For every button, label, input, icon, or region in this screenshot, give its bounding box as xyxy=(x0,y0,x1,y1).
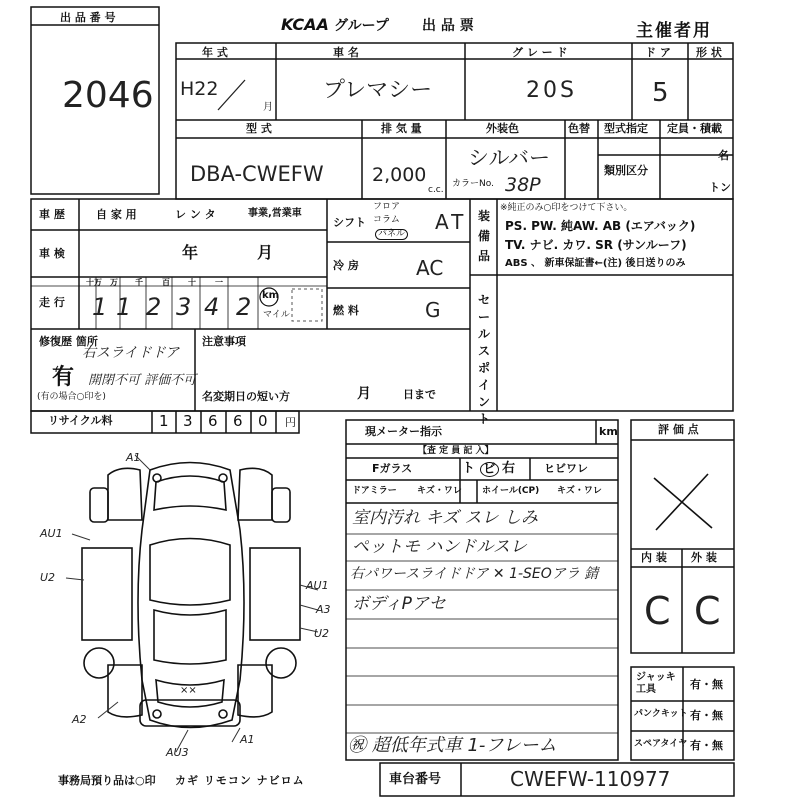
wheel-option: キズ・ワレ xyxy=(557,486,602,496)
mark-left-rear: A2 xyxy=(72,713,87,726)
interior-grade: C xyxy=(644,589,671,633)
spare-yes-no: 有・無 xyxy=(690,739,723,752)
repair-note: (有の場合○印を) xyxy=(37,392,106,402)
mileage-digit-label: 万 xyxy=(110,278,118,287)
mark-rear: AU3 xyxy=(166,746,189,759)
glass-left: ト xyxy=(462,461,476,476)
mark-left-front: AU1 xyxy=(40,527,63,540)
repaint-label: 色替 xyxy=(568,122,590,135)
color-value: シルバー xyxy=(468,146,551,170)
sheet-title: 出 品 票 xyxy=(422,18,474,34)
capacity-people-unit: 名 xyxy=(718,149,729,162)
mileage-digit: 2 xyxy=(146,293,162,321)
lot-number: 2046 xyxy=(62,75,154,116)
capacity-label: 定員・積載 xyxy=(667,122,722,135)
recycle-yen: 円 xyxy=(285,416,296,429)
office-items: カギ リモコン ナビロム xyxy=(175,774,305,787)
repair-label: 修復歴 箇所 xyxy=(39,335,98,348)
year-label: 年 式 xyxy=(202,46,228,59)
recycle-digit: 6 xyxy=(208,412,218,430)
mirror-option: キズ・ワレ xyxy=(417,486,462,496)
comment-2: ペットモ ハンドルスレ xyxy=(352,537,527,557)
mileage-digit: 4 xyxy=(204,293,220,321)
shaken-month: 月 xyxy=(257,243,274,262)
comment-5: ㊗ 超低年式車 1-フレーム xyxy=(348,735,557,756)
mileage-digit: 1 xyxy=(116,293,132,321)
capacity-ton-unit: トン xyxy=(709,181,731,194)
model-value: DBA-CWEFW xyxy=(190,162,324,186)
glass-label: Fガラス xyxy=(372,462,413,475)
chassis-number: CWEFW-110977 xyxy=(510,767,671,791)
comment-4: ボディPアセ xyxy=(352,594,446,614)
mark-front: A1 xyxy=(126,451,141,464)
jack-yes-no: 有・無 xyxy=(690,678,723,691)
org-logo: KCAA xyxy=(281,15,329,34)
equipment-label: 装備品 xyxy=(478,209,491,263)
shape-label: 形 状 xyxy=(696,46,722,59)
history-rental: レ ン タ xyxy=(175,208,216,221)
mark-right-rear: U2 xyxy=(314,627,330,640)
chassis-label: 車台番号 xyxy=(389,772,442,787)
meter-label: 現メーター指示 xyxy=(365,425,442,438)
mark-rear-panel: ×× xyxy=(180,685,197,696)
repair-detail-1: 右スライドドア xyxy=(82,345,180,361)
puncture-label: パンクキット xyxy=(634,709,688,719)
shaken-year: 年 xyxy=(182,243,199,262)
history-private: 自 家 用 xyxy=(96,208,137,221)
door-value: 5 xyxy=(652,78,669,108)
mileage-digit-label: 千 xyxy=(135,278,143,287)
mirror-label: ドアミラー xyxy=(352,486,397,496)
fuel-label: 燃 料 xyxy=(333,304,359,317)
mileage-digit-label: 百 xyxy=(162,278,170,287)
recycle-digit: 1 xyxy=(159,412,169,430)
shift-panel: パネル xyxy=(375,229,408,240)
mark-rear-right: A1 xyxy=(240,733,255,746)
comment-3: 右パワースライドドア ✕ 1-SEOアラ 錆 xyxy=(350,566,599,582)
shift-column: コラム xyxy=(373,215,400,225)
km-label: km xyxy=(262,290,280,301)
mark-right-door-1: AU1 xyxy=(306,579,329,592)
mark-left-door: U2 xyxy=(40,571,56,584)
car-name: プレマシー xyxy=(323,78,433,103)
cc-unit: c.c. xyxy=(428,185,444,195)
color-no-value: 38P xyxy=(505,174,541,196)
comment-1: 室内汚れ キズ スレ しみ xyxy=(352,508,538,528)
model-label: 型 式 xyxy=(246,122,272,135)
recycle-digit: 3 xyxy=(183,412,193,430)
door-label: ド ア xyxy=(645,46,671,59)
recycle-digit: 0 xyxy=(258,412,268,430)
equipment-line-1: PS. PW. 純AW. AB (エアバック) xyxy=(505,219,696,233)
ac-value: AC xyxy=(416,256,444,280)
mileage-digit: 1 xyxy=(92,293,108,321)
mileage-digit-label: 十万 xyxy=(86,278,102,287)
rating-cross-mark xyxy=(654,474,712,530)
shift-value: AT xyxy=(435,210,468,234)
name-label: 車 名 xyxy=(333,46,359,59)
grade-value: 20S xyxy=(526,78,577,103)
color-label: 外装色 xyxy=(486,122,519,135)
glass-right: 右 xyxy=(502,461,516,476)
mark-right-door-2: A3 xyxy=(316,603,331,616)
puncture-yes-no: 有・無 xyxy=(690,709,723,722)
mileage-label: 走 行 xyxy=(39,296,65,309)
type-spec-label: 型式指定 xyxy=(604,122,648,135)
color-no-label: カラーNo. xyxy=(452,179,494,189)
repair-value: 有 xyxy=(52,365,75,390)
mileage-digit-label: 十 xyxy=(188,278,196,287)
class-label: 類別区分 xyxy=(604,164,648,177)
interior-label: 内 装 xyxy=(641,551,667,564)
repair-detail-2: 開閉不可 評価不可 xyxy=(88,373,197,388)
mileage-digit: 2 xyxy=(236,293,252,321)
name-change-month: 月 xyxy=(357,386,371,402)
name-change-day: 日まで xyxy=(403,388,436,401)
history-business: 事業,営業車 xyxy=(248,208,302,219)
grade-label: グ レ ー ド xyxy=(512,46,568,59)
role-label: 主催者用 xyxy=(636,21,712,41)
spare-label: スペアタイヤ xyxy=(634,739,688,749)
equipment-note: ※純正のみ○印をつけて下さい。 xyxy=(500,203,633,213)
name-change-label: 名変期日の短い方 xyxy=(202,390,290,403)
history-label: 車 歴 xyxy=(39,208,65,221)
exterior-grade: C xyxy=(694,589,721,633)
glass-crack-circled: ビ xyxy=(480,462,499,477)
month-unit: 月 xyxy=(263,102,273,113)
office-note: 事務局預り品は○印 xyxy=(58,774,156,787)
equipment-line-3: ABS 、 新車保証書←(注) 後日送りのみ xyxy=(505,258,686,269)
recycle-label: リサイクル料 xyxy=(48,414,113,427)
mile-label: マイル xyxy=(263,310,290,320)
jack-label: ジャッキ工具 xyxy=(636,672,676,695)
shift-label: シフト xyxy=(333,216,366,229)
mileage-digit-label: 一 xyxy=(215,278,223,287)
exterior-label: 外 装 xyxy=(691,551,717,564)
sales-point-label: セールスポイント xyxy=(478,293,491,426)
glass-crack: ヒビワレ xyxy=(544,462,588,475)
displacement-label: 排 気 量 xyxy=(381,122,422,135)
group-label: グループ xyxy=(334,18,389,34)
shift-floor: フロア xyxy=(373,202,401,212)
mileage-digit: 3 xyxy=(176,293,192,321)
lot-number-label: 出 品 番 号 xyxy=(60,11,116,24)
fuel-value: G xyxy=(425,298,441,322)
recycle-digit: 6 xyxy=(233,412,243,430)
equipment-line-2: TV. ナビ. カワ. SR (サンルーフ) xyxy=(505,238,687,252)
year-value: H22 xyxy=(180,78,219,100)
assessor-label: 【査 定 員 記 入】 xyxy=(418,446,494,456)
displacement-value: 2,000 xyxy=(372,164,427,186)
rating-label: 評 価 点 xyxy=(658,423,699,436)
shaken-label: 車 検 xyxy=(39,247,65,260)
ac-label: 冷 房 xyxy=(333,259,359,272)
wheel-label: ホイール(CP) xyxy=(482,486,540,496)
notes-label: 注意事項 xyxy=(202,335,246,348)
meter-km: km xyxy=(599,425,618,438)
